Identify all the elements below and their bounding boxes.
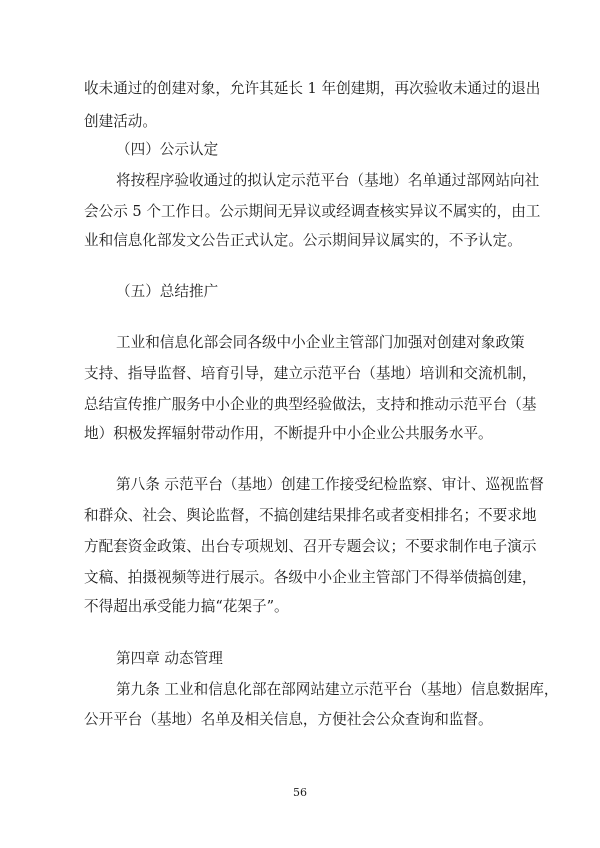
text-line: 公开平台（基地）名单及相关信息，方便社会公众查询和监督。: [84, 711, 493, 728]
text-line: 和群众、社会、舆论监督，不搞创建结果排名或者变相排名；不要求地: [84, 507, 537, 524]
section-heading: （四）公示认定: [116, 141, 219, 158]
text-line: 会公示 5 个工作日。公示期间无异议或经调查核实异议不属实的，由工: [84, 203, 541, 220]
text-line: 支持、指导监督、培育引导，建立示范平台（基地）培训和交流机制，: [84, 365, 537, 382]
text-line: 地）积极发挥辐射带动作用，不断提升中小企业公共服务水平。: [84, 425, 493, 442]
text-line: 不得超出承受能力搞“花架子”。: [84, 598, 289, 615]
text-line: 创建活动。: [84, 113, 157, 130]
text-line: 收未通过的创建对象，允许其延长 1 年创建期，再次验收未通过的退出: [84, 80, 541, 97]
text-line: 业和信息化部发文公告正式认定。公示期间异议属实的，不予认定。: [84, 232, 522, 249]
article-line: 第九条 工业和信息化部在部网站建立示范平台（基地）信息数据库，: [116, 681, 559, 698]
chapter-heading: 第四章 动态管理: [116, 650, 223, 667]
page-number: 56: [293, 786, 307, 799]
article-line: 第八条 示范平台（基地）创建工作接受纪检监察、审计、巡视监督: [116, 476, 544, 493]
text-line: 总结宣传推广服务中小企业的典型经验做法，支持和推动示范平台（基: [84, 396, 537, 413]
text-line: 文稿、拍摄视频等进行展示。各级中小企业主管部门不得举债搞创建，: [84, 569, 537, 586]
text-line: 工业和信息化部会同各级中小企业主管部门加强对创建对象政策: [116, 334, 525, 351]
section-heading: （五）总结推广: [116, 283, 219, 300]
text-line: 将按程序验收通过的拟认定示范平台（基地）名单通过部网站向社: [116, 172, 540, 189]
text-line: 方配套资金政策、出台专项规划、召开专题会议；不要求制作电子演示: [84, 538, 537, 555]
